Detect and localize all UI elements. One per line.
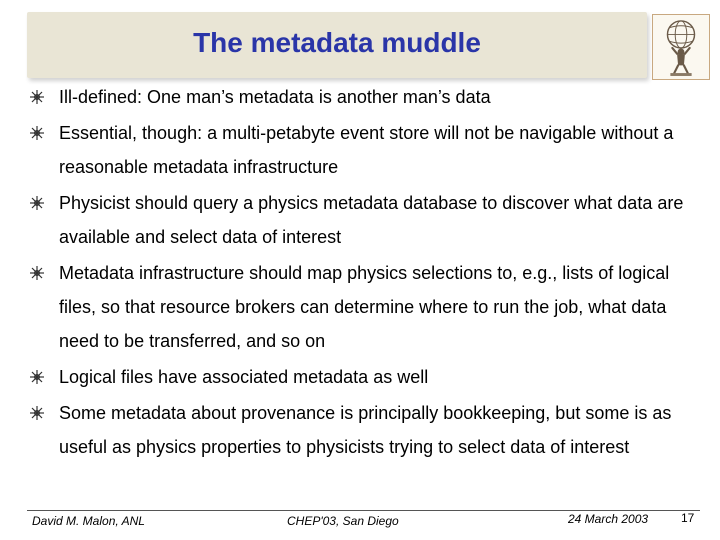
bullet-text: Physicist should query a physics metadata database to discover what data are available and select data of interest <box>59 193 684 247</box>
bullet-item <box>27 80 697 114</box>
bullet-item <box>27 396 697 464</box>
snowflake-bullet-icon <box>29 369 45 385</box>
bullet-text: Metadata infrastructure should map physics selections to, e.g., lists of logical files, so that resource brokers can determine where to run the job, what data need to be transferred, and so on <box>59 263 670 351</box>
page-number: 17 <box>681 511 695 525</box>
bullet-text: Ill-defined: One man’s metadata is another man’s data <box>59 87 491 107</box>
bullet-item <box>27 116 697 184</box>
snowflake-bullet-icon <box>29 89 45 105</box>
title-banner <box>27 12 647 78</box>
footer-venue: CHEP'03, San Diego <box>287 514 399 528</box>
footer-date: 24 March 2003 <box>568 512 649 526</box>
footer-divider <box>27 510 700 511</box>
snowflake-bullet-icon <box>29 195 45 211</box>
snowflake-bullet-icon <box>29 125 45 141</box>
bullet-item <box>27 256 697 358</box>
bullet-text: Essential, though: a multi-petabyte event store will not be navigable without a reasonable metadata infrastructure <box>59 123 674 177</box>
bullet-text: Some metadata about provenance is principally bookkeeping, but some is as useful as physics properties to physicists trying to select data of interest <box>59 403 672 457</box>
snowflake-bullet-icon <box>29 405 45 421</box>
slide-title: The metadata muddle <box>193 27 481 58</box>
footer-author: David M. Malon, ANL <box>32 514 145 528</box>
atlas-logo-icon <box>652 14 710 80</box>
bullet-item <box>27 360 697 394</box>
bullet-list <box>27 80 697 464</box>
bullet-text: Logical files have associated metadata as well <box>59 367 429 387</box>
snowflake-bullet-icon <box>29 265 45 281</box>
bullet-item <box>27 186 697 254</box>
